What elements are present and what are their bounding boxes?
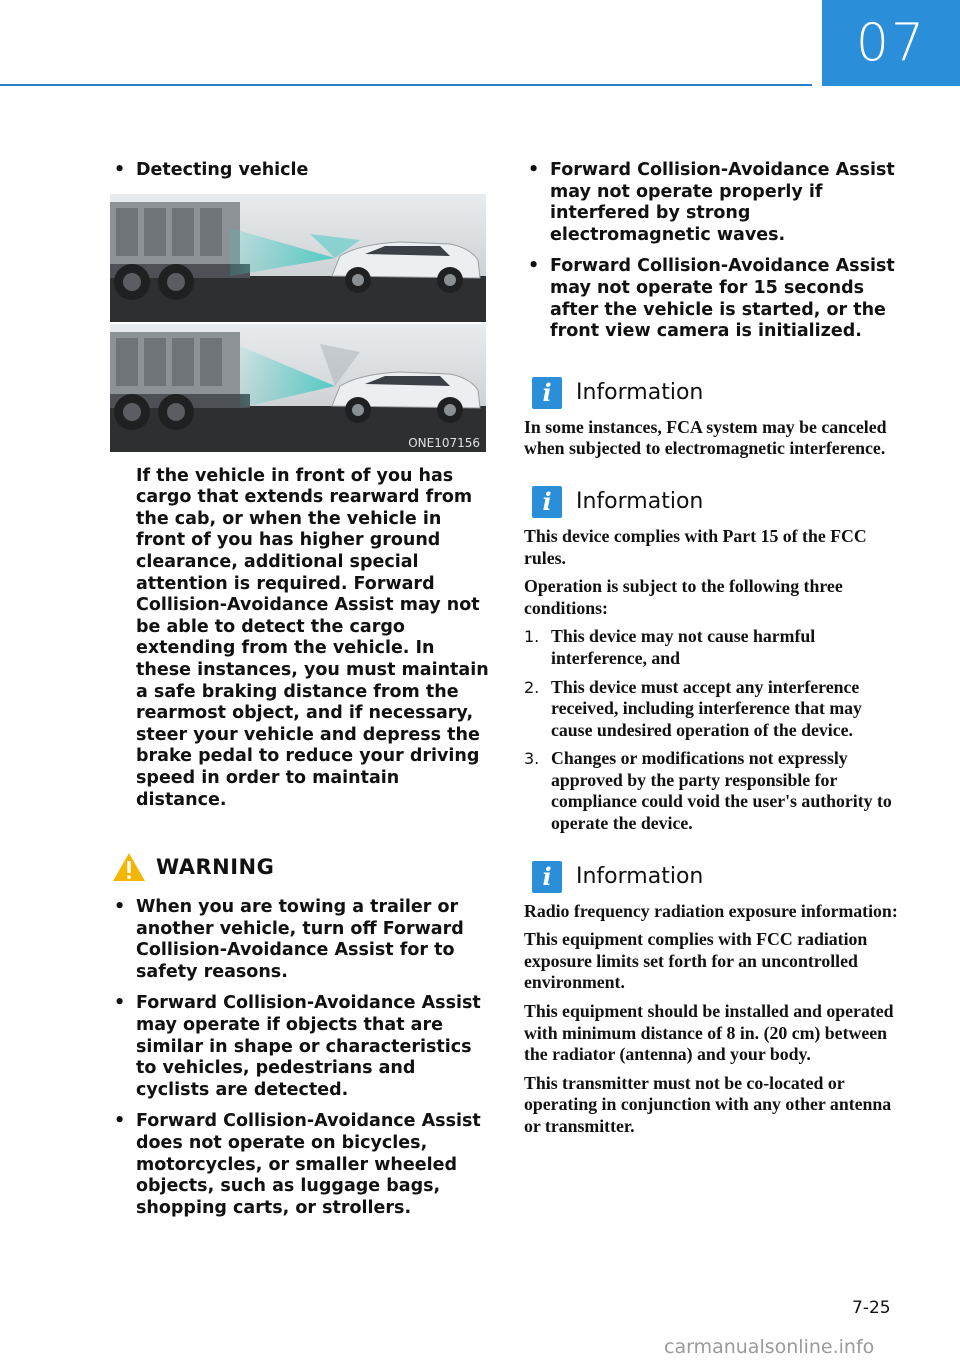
information-icon: i	[532, 486, 562, 518]
information-icon: i	[532, 377, 562, 409]
figure-panel-bottom	[110, 324, 486, 452]
information-heading	[524, 861, 904, 893]
right-column	[524, 160, 904, 1145]
information-text: In some instances, FCA system may be canceled when subjected to electromagnetic interference.	[524, 416, 887, 459]
warning-title: WARNING	[156, 855, 275, 880]
fcc-condition-item	[524, 748, 904, 834]
condition-text: This device may not cause harmful interference, and	[551, 626, 816, 668]
bullet-startup-delay: • Forward Collision-Avoidance Assist may not operate for 15 seconds after the vehicle is started, or the front view camera is initialized.	[524, 256, 904, 342]
rf-distance-text: This equipment should be installed and operated with minimum distance of 8 in. (20 cm) between the radiator (antenna) and your body.	[524, 1001, 894, 1065]
condition-text: This device must accept any interference received, including interference that may cause undesired operation of the device.	[551, 676, 862, 740]
warning-item: • When you are towing a trailer or another vehicle, turn off Forward Collision-Avoidance Assist for to safety reasons.	[110, 897, 490, 983]
information-heading	[524, 377, 904, 409]
page-number: 7-25	[852, 1298, 891, 1318]
fcc-condition-item	[524, 626, 904, 669]
header-rule	[0, 84, 812, 86]
figure-panel-top	[110, 194, 486, 322]
left-column	[110, 160, 490, 1229]
rf-exposure-heading: Radio frequency radiation exposure information:	[524, 900, 898, 921]
rf-exposure-text: This equipment complies with FCC radiation exposure limits set forth for an uncontrolled environment.	[524, 929, 868, 993]
detecting-vehicle-paragraph: If the vehicle in front of you has cargo that extends rearward from the cab, or when the vehicle in front of you has higher ground clearance, additional special attention is required. Forward Collision-Avoidance Assist may not be able to detect the cargo extending from the vehicle. In these instances, you must maintain a safe braking distance from the rearmost object, and if necessary, steer your vehicle and depress the brake pedal to reduce your driving speed in order to maintain distance.	[136, 465, 489, 810]
condition-text: Changes or modifications not expressly approved by the party responsible for compliance could void the user's authority to operate the device.	[551, 748, 892, 834]
information-title: Information	[576, 489, 704, 515]
chapter-tab: 07	[822, 0, 960, 86]
bullet-electromagnetic: • Forward Collision-Avoidance Assist may not operate properly if interfered by strong electromagnetic waves.	[524, 160, 904, 246]
truck-car-illustration-top	[110, 194, 486, 322]
watermark: carmanualsonline.info	[664, 1336, 875, 1358]
detection-figure	[110, 194, 486, 452]
figure-code: ONE107156	[408, 435, 480, 450]
truck-car-illustration-bottom	[110, 324, 486, 452]
rf-colocation-text: This transmitter must not be co-located or operating in conjunction with any other antenna or transmitter.	[524, 1072, 892, 1136]
condition-number: 2.	[524, 677, 540, 697]
condition-number: 1.	[524, 627, 540, 647]
fcc-compliance-text: This device complies with Part 15 of the FCC rules.	[524, 525, 867, 568]
warning-triangle-icon	[112, 851, 146, 883]
information-icon: i	[532, 861, 562, 893]
warning-item: • Forward Collision-Avoidance Assist does not operate on bicycles, motorcycles, or smaller wheeled objects, such as luggage bags, shopping carts, or strollers.	[110, 1111, 490, 1219]
fcc-conditions-intro: Operation is subject to the following three conditions:	[524, 576, 843, 618]
information-heading	[524, 486, 904, 518]
warning-heading	[110, 851, 490, 883]
condition-number: 3.	[524, 749, 540, 769]
warning-item: • Forward Collision-Avoidance Assist may operate if objects that are similar in shape or characteristics to vehicles, pedestrians and cyclists are detected.	[110, 993, 490, 1101]
fcc-condition-item	[524, 677, 904, 742]
information-title: Information	[576, 380, 704, 406]
information-title: Information	[576, 864, 704, 890]
bullet-detecting-vehicle: • Detecting vehicle	[110, 160, 490, 182]
